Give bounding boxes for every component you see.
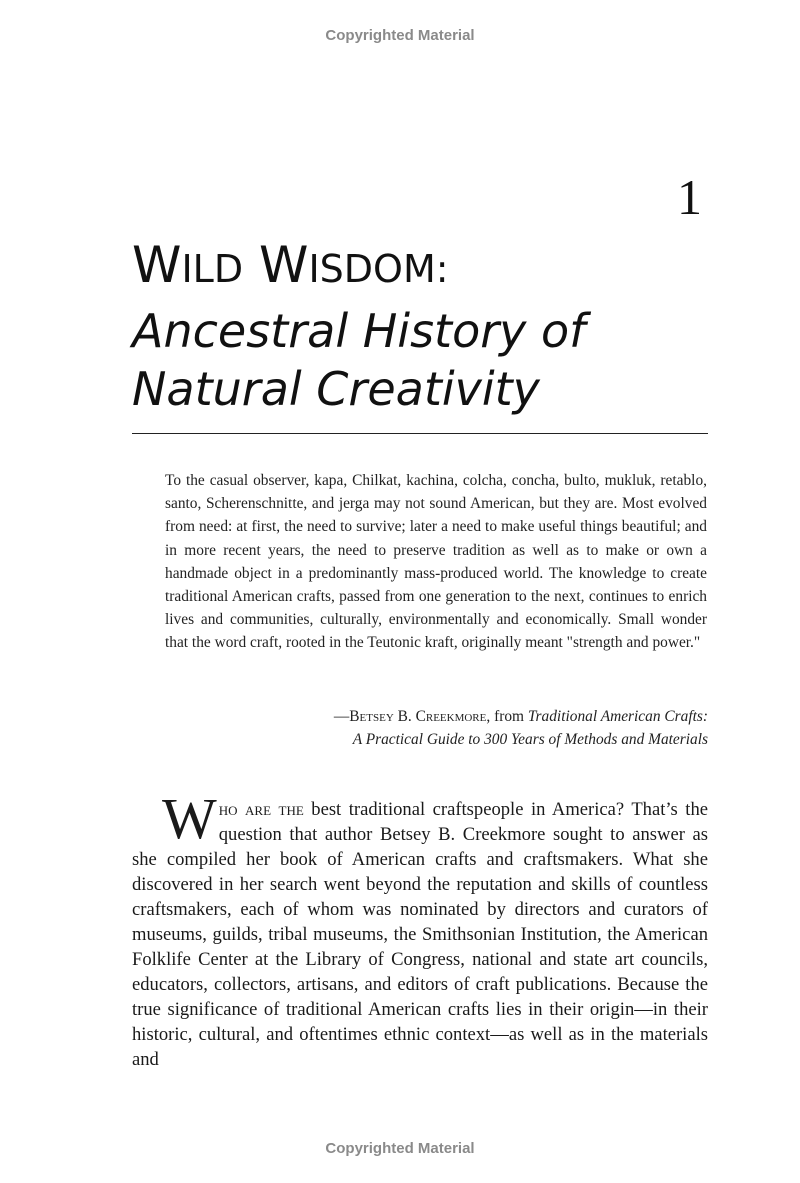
attribution-book-line2: A Practical Guide to 300 Years of Methods and Materials (352, 731, 708, 749)
epigraph-text: To the casual observer, kapa, Chilkat, kachina, colcha, concha, bulto, mukluk, retablo, santo, Scherenschnitte, and jerga may not sound American, but they are. Most evolved from need: at first, the need to survive; later a need to make useful things beautiful; and in more recent years, the need to preserve tradition as well as to make or own a handmade object in a predominantly mass-produced world. The knowledge to create traditional American crafts, passed from one generation to the next, continues to enrich lives and communities, culturally, environmentally and economically. Small wonder that the word craft, rooted in the Teutonic kraft, originally meant "strength and power." (165, 472, 707, 652)
chapter-title (132, 232, 712, 418)
body-text (132, 786, 708, 1072)
chapter-title-line2: Ancestral History of (132, 304, 586, 358)
copyright-watermark-top: Copyrighted Material (325, 27, 475, 44)
chapter-number: 1 (677, 169, 702, 225)
drop-cap: W (162, 786, 217, 851)
title-divider (132, 433, 708, 434)
lead-in: ho are the (218, 799, 304, 820)
attribution-author: —Betsey B. Creekmore, (333, 708, 491, 725)
attribution-from: from (494, 708, 524, 725)
epigraph-attribution (334, 705, 708, 751)
body-paragraph-text: best traditional craftspeople in America? That’s the question that author Betsey B. Creekmore sought to answer as she compiled her book of American crafts and craftsmakers. What she discovered in her search went beyond the reputation and skills of countless craftsmakers, each of whom was nominated by directors and curators of museums, guilds, tribal museums, the Smithsonian Institution, the American Folklife Center at the Library of Congress, national and state art councils, educators, collectors, artisans, and editors of craft publications. Because the true significance of traditional American crafts lies in their origin—in their historic, cultural, and oftentimes ethnic context—as well as in the materials and (132, 799, 708, 1070)
chapter-title-line3: Natural Creativity (132, 362, 540, 416)
attribution-book-line1: Traditional American Crafts: (527, 708, 708, 725)
copyright-watermark-bottom: Copyrighted Material (325, 1140, 475, 1157)
chapter-title-line1: WILD WISDOM: (132, 236, 449, 294)
body-paragraph (132, 786, 708, 1072)
epigraph (165, 469, 707, 655)
